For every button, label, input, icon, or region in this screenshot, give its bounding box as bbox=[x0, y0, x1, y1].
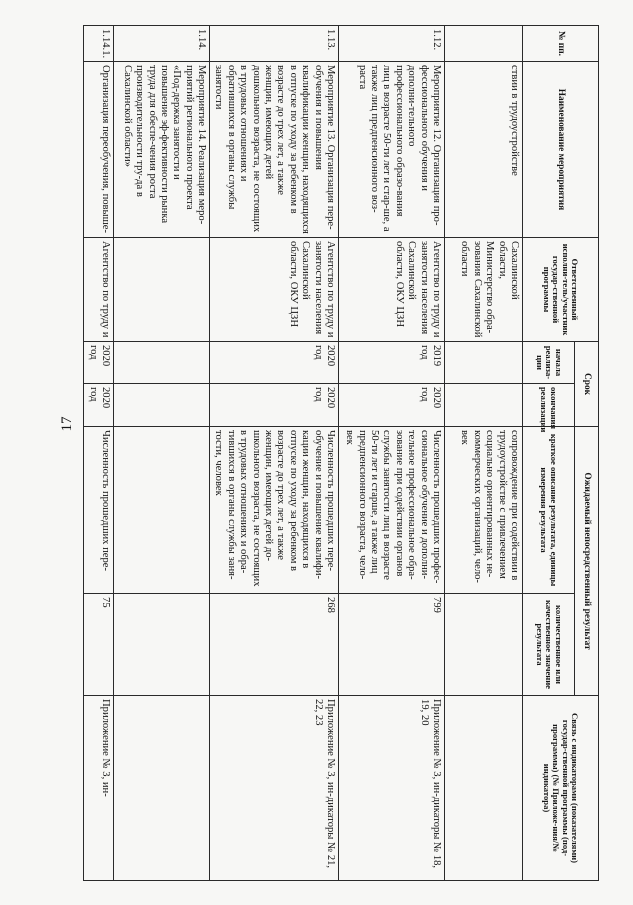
table-row bbox=[114, 26, 210, 881]
row-activity: ствии в трудоустройстве bbox=[445, 62, 523, 238]
row-result-description: сопровождение при содействии в трудоустройстве с привлечением социально ориентированных не-коммерческих организаций, чело-век bbox=[445, 427, 523, 594]
table-row bbox=[445, 26, 523, 881]
row-number: 1.14.1. bbox=[84, 26, 114, 62]
row-result-value: 799 bbox=[339, 594, 445, 696]
header-term-start: начала реализа-ции bbox=[523, 342, 575, 384]
row-start: 2020 год bbox=[84, 342, 114, 384]
header-activity-name: Наименование мероприятия bbox=[523, 62, 599, 238]
row-start bbox=[445, 342, 523, 384]
row-activity: Мероприятие 13. Организация пере-обучения и повышения квалификации женщин, находящихся в отпуске по уходу за ребенком в возрасте до трех лет, а также женщин, имеющих детей дошкольного возраста, не состоящих в трудовых отношениях и обратившихся в органы службы занятости bbox=[210, 62, 339, 238]
header-term-end: окончания реализации bbox=[523, 384, 575, 427]
row-end: 2020 год bbox=[84, 384, 114, 427]
row-indicator-link: Приложение № 3, ин- bbox=[84, 696, 114, 881]
row-number bbox=[445, 26, 523, 62]
row-responsible: Агентство по труду и занятости населения Сахалинской области, ОКУ ЦЗН bbox=[210, 238, 339, 342]
row-indicator-link bbox=[445, 696, 523, 881]
row-indicator-link: Приложение № 3, ин-дикаторы № 21, 22, 23 bbox=[210, 696, 339, 881]
row-indicator-link bbox=[114, 696, 210, 881]
program-activities-table bbox=[83, 25, 599, 881]
rotated-page-content bbox=[87, 25, 599, 880]
row-responsible bbox=[114, 238, 210, 342]
row-start bbox=[114, 342, 210, 384]
row-start: 2020 год bbox=[210, 342, 339, 384]
row-end: 2020 год bbox=[210, 384, 339, 427]
row-responsible: Сахалинской области, Министерство обра-зования Сахалинской области bbox=[445, 238, 523, 342]
row-number: 1.14. bbox=[114, 26, 210, 62]
row-activity: Мероприятие 14. Реализация меро-приятий регионального проекта «Под-держка занятости и повышение эф-фективности рынка труда для обеспе-чения роста производительности тру-да в Сахалинской области» bbox=[114, 62, 210, 238]
row-responsible: Агентство по труду и занятости населения Сахалинской области, ОКУ ЦЗН bbox=[339, 238, 445, 342]
row-result-description: Численность прошедших пере- bbox=[84, 427, 114, 594]
row-start: 2019 год bbox=[339, 342, 445, 384]
row-result-description: Численность прошедших профес-сиональное обучение и дополни-тельное профессиональное обра-зование при содействии органов службы занятости лиц в возрасте 50-ти лет и старше, а также лиц предпенсионного возраста, чело-век bbox=[339, 427, 445, 594]
row-result-description: Численность прошедших пере-обучение и повышение квалифи-кации женщин, находящихся в отпуске по уходу за ребенком в возрасте до трех лет, а также женщин, имеющих детей до-школьного возраста, не состоящих в трудовых отношениях и обра-тившихся в органы службы заня-тости, человек bbox=[210, 427, 339, 594]
table-row bbox=[339, 26, 445, 881]
row-result-value: 75 bbox=[84, 594, 114, 696]
row-result-value bbox=[445, 594, 523, 696]
row-number: 1.12. bbox=[339, 26, 445, 62]
header-responsible: Ответственный исполни-тель/участник государ-ственной программы bbox=[523, 238, 599, 342]
header-number: № пп. bbox=[523, 26, 599, 62]
row-end: 2020 год bbox=[339, 384, 445, 427]
header-indicator-link: Связь с индикаторами (показателями) государ-ственной программы (под-программы) (№ Приложе-ния/№ индикатора) bbox=[523, 696, 599, 881]
row-activity: Мероприятие 12. Организация про-фессионального обучения и дополни-тельного профессионального образо-вания лиц в возрасте 50-ти лет и стар-ше, а также лиц предпенсионного воз-раста bbox=[339, 62, 445, 238]
row-responsible: Агентство по труду и bbox=[84, 238, 114, 342]
header-result-description: краткое описание результата, единицы измерения результата bbox=[523, 427, 575, 594]
row-end bbox=[114, 384, 210, 427]
row-result-value: 268 bbox=[210, 594, 339, 696]
header-result-value: количественное или качественное значение результата bbox=[523, 594, 575, 696]
header-term: Срок bbox=[575, 342, 599, 427]
table-row bbox=[84, 26, 114, 881]
row-result-description bbox=[114, 427, 210, 594]
page-number: 17 bbox=[59, 416, 75, 432]
row-activity: Организация переобучения, повыше- bbox=[84, 62, 114, 238]
row-result-value bbox=[114, 594, 210, 696]
table-row bbox=[210, 26, 339, 881]
row-indicator-link: Приложение № 3, ин-дикаторы № 18, 19, 20 bbox=[339, 696, 445, 881]
row-end bbox=[445, 384, 523, 427]
row-number: 1.13. bbox=[210, 26, 339, 62]
header-expected-result: Ожидаемый непосредственный результат bbox=[575, 427, 599, 696]
